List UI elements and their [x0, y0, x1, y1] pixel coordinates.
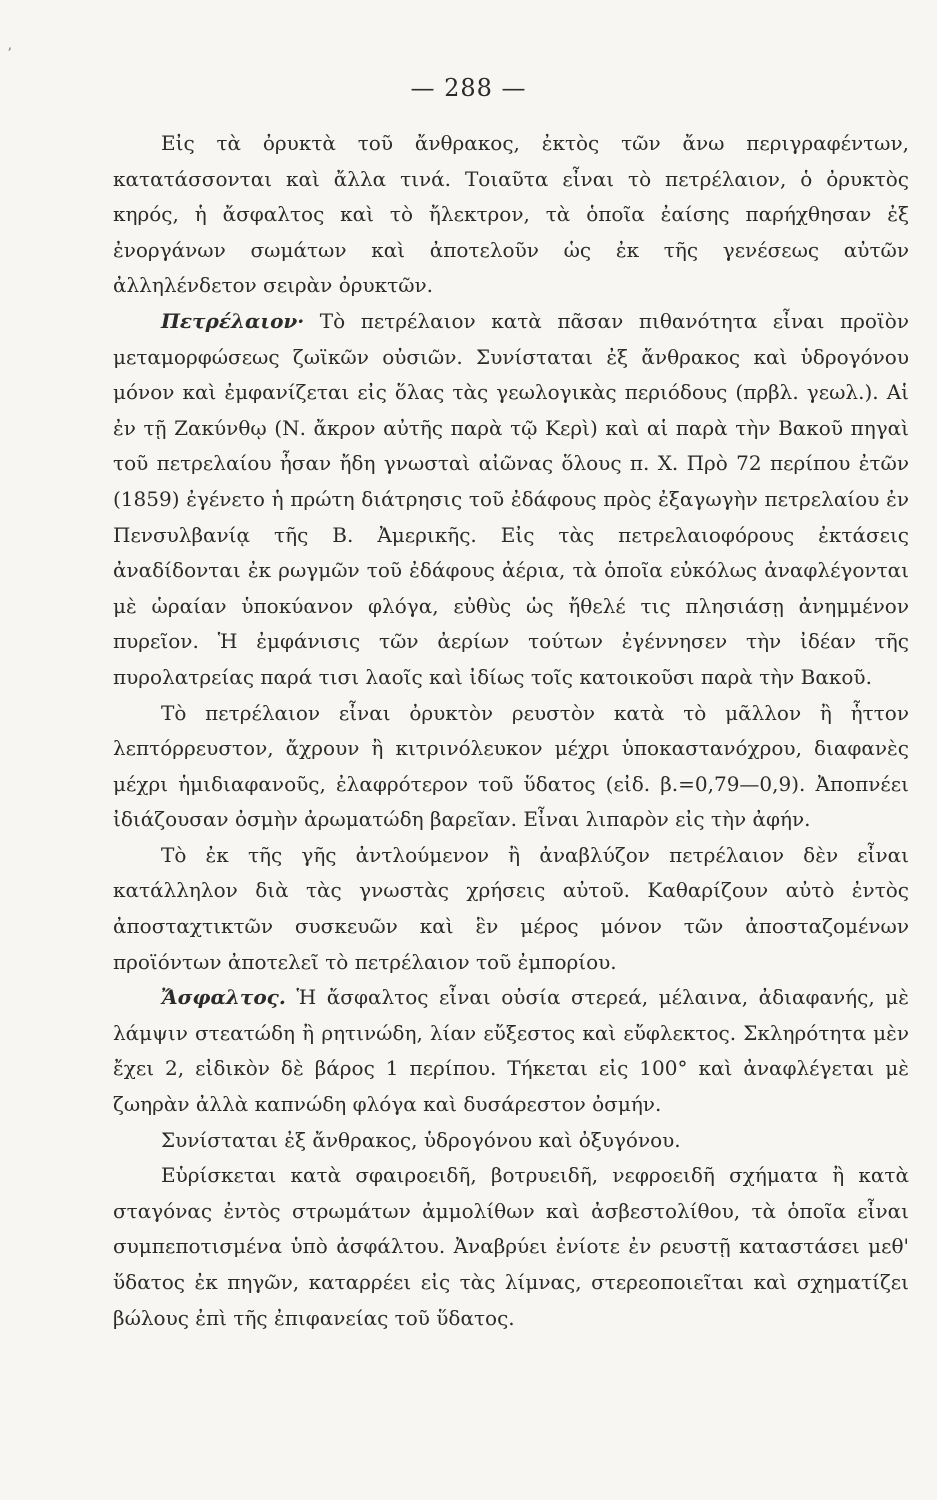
paragraph-minerals-intro: Εἰς τὰ ὀρυκτὰ τοῦ ἄνθρακος, ἐκτὸς τῶν ἄνω περιγραφέντων, κατατάσσονται καὶ ἄλλα τινά. Τοιαῦτα εἶναι τὸ πετρέλαιον, ὁ ὀρυκτὸς κηρός, ἡ ἄσφαλτος καὶ τὸ ἤλεκτρον, τὰ ὁποῖα ἐαίσης παρήχθησαν ἐξ ἐνοργάνων σωμάτων καὶ ἀποτελοῦν ὡς ἐκ τῆς γενέσεως αὐτῶν ἀλληλένδετον σειρὰν ὀρυκτῶν.: [113, 131, 909, 298]
paragraph-asphalt: [113, 980, 909, 1122]
paragraph-asphalt-composition: Συνίσταται ἐξ ἄνθρακος, ὑδρογόνου καὶ ὀξυγόνου.: [161, 1127, 681, 1152]
paragraph-petroleum: [113, 304, 909, 696]
paragraph-asphalt-text: Ἡ ἄσφαλτος εἶναι οὐσία στερεά, μέλαινα, ἀδιαφανής, μὲ λάμψιν στεατώδη ἢ ρητινώδη, λίαν εὔξεστος καὶ εὔφλεκτος. Σκληρότητα μὲν ἔχει 2, εἰδικὸν δὲ βάρος 1 περίπου. Τήκεται εἰς 100° καὶ ἀναφλέγεται μὲ ζωηρὰν ἀλλὰ καπνώδη φλόγα καὶ δυσάρεστον ὀσμήν.: [113, 985, 909, 1117]
paragraph-petroleum-text: Τὸ πετρέλαιον κατὰ πᾶσαν πιθανότητα εἶναι προϊὸν μεταμορφώσεως ζωϊκῶν οὐσιῶν. Συνίσταται ἐξ ἄνθρακος καὶ ὑδρογόνου μόνον καὶ ἐμφανίζεται εἰς ὅλας τὰς γεωλογικὰς περιόδους (πρβλ. γεωλ.). Αἱ ἐν τῇ Ζακύνθῳ (Ν. ἄκρον αὐτῆς παρὰ τῷ Κερὶ) καὶ αἱ παρὰ τὴν Βακοῦ πηγαὶ τοῦ πετρελαίου ἦσαν ἤδη γνωσταὶ αἰῶνας ὅλους π. Χ. Πρὸ 72 περίπου ἐτῶν (1859) ἐγένετο ἡ πρώτη διάτρησις τοῦ ἐδάφους πρὸς ἐξαγωγὴν πετρελαίου ἐν Πενσυλβανίᾳ τῆς Β. Ἀμερικῆς. Εἰς τὰς πετρελαιοφόρους ἐκτάσεις ἀναδίδονται ἐκ ρωγμῶν τοῦ ἐδάφους ἀέρια, τὰ ὁποῖα εὐκόλως ἀναφλέγονται μὲ ὡραίαν ὑποκύανον φλόγα, εὐθὺς ὡς ἤθελέ τις πλησιάσῃ ἀνημμένον πυρεῖον. Ἡ ἐμφάνισις τῶν ἀερίων τούτων ἐγέννησεν τὴν ἰδέαν τῆς πυρολατρείας παρά τισι λαοῖς καὶ ἰδίως τοῖς κατοικοῦσι παρὰ τὴν Βακοῦ.: [113, 308, 909, 689]
heading-asphalt: Ἄσφαλτος.: [161, 985, 286, 1010]
paragraph-petroleum-properties: Τὸ πετρέλαιον εἶναι ὀρυκτὸν ρευστὸν κατὰ τὸ μᾶλλον ἢ ἧττον λεπτόρρευστον, ἄχρουν ἢ κιτρινόλευκον μέχρι ὑποκαστανόχρου, διαφανὲς μέχρι ἡμιδιαφανοῦς, ἐλαφρότερον τοῦ ὕδατος (εἰδ. β.=0,79—0,9). Ἀποπνέει ἰδιάζουσαν ὀσμὴν ἀρωματώδη βαρεῖαν. Εἶναι λιπαρὸν εἰς τὴν ἀφήν.: [113, 700, 909, 832]
page-number: — 288 —: [410, 74, 527, 102]
body-text: [113, 126, 909, 1336]
paragraph-asphalt-occurrence: Εὑρίσκεται κατὰ σφαιροειδῆ, βοτρυειδῆ, νεφροειδῆ σχήματα ἢ κατὰ σταγόνας ἐντὸς στρωμάτων ἀμμολίθων καὶ ἀσβεστολίθου, τὰ ὁποῖα εἶναι συμπεποτισμένα ὑπὸ ἀσφάλτου. Ἀναβρύει ἐνίοτε ἐν ρευστῇ καταστάσει μεθ' ὕδατος ἐκ πηγῶν, καταρρέει εἰς τὰς λίμνας, στερεοποιεῖται καὶ σχηματίζει βώλους ἐπὶ τῆς ἐπιφανείας τοῦ ὕδατος.: [113, 1163, 909, 1330]
paragraph-petroleum-refining: Τὸ ἐκ τῆς γῆς ἀντλούμενον ἢ ἀναβλύζον πετρέλαιον δὲν εἶναι κατάλληλον διὰ τὰς γνωστὰς χρήσεις αὐτοῦ. Καθαρίζουν αὐτὸ ἐντὸς ἀποσταχτικτῶν συσκευῶν καὶ ἓν μέρος μόνον τῶν ἀποσταζομένων προϊόντων ἀποτελεῖ τὸ πετρέλαιον τοῦ ἐμπορίου.: [113, 842, 909, 974]
heading-petroleum: Πετρέλαιον·: [161, 308, 305, 333]
margin-mark: ʼ: [7, 46, 12, 62]
